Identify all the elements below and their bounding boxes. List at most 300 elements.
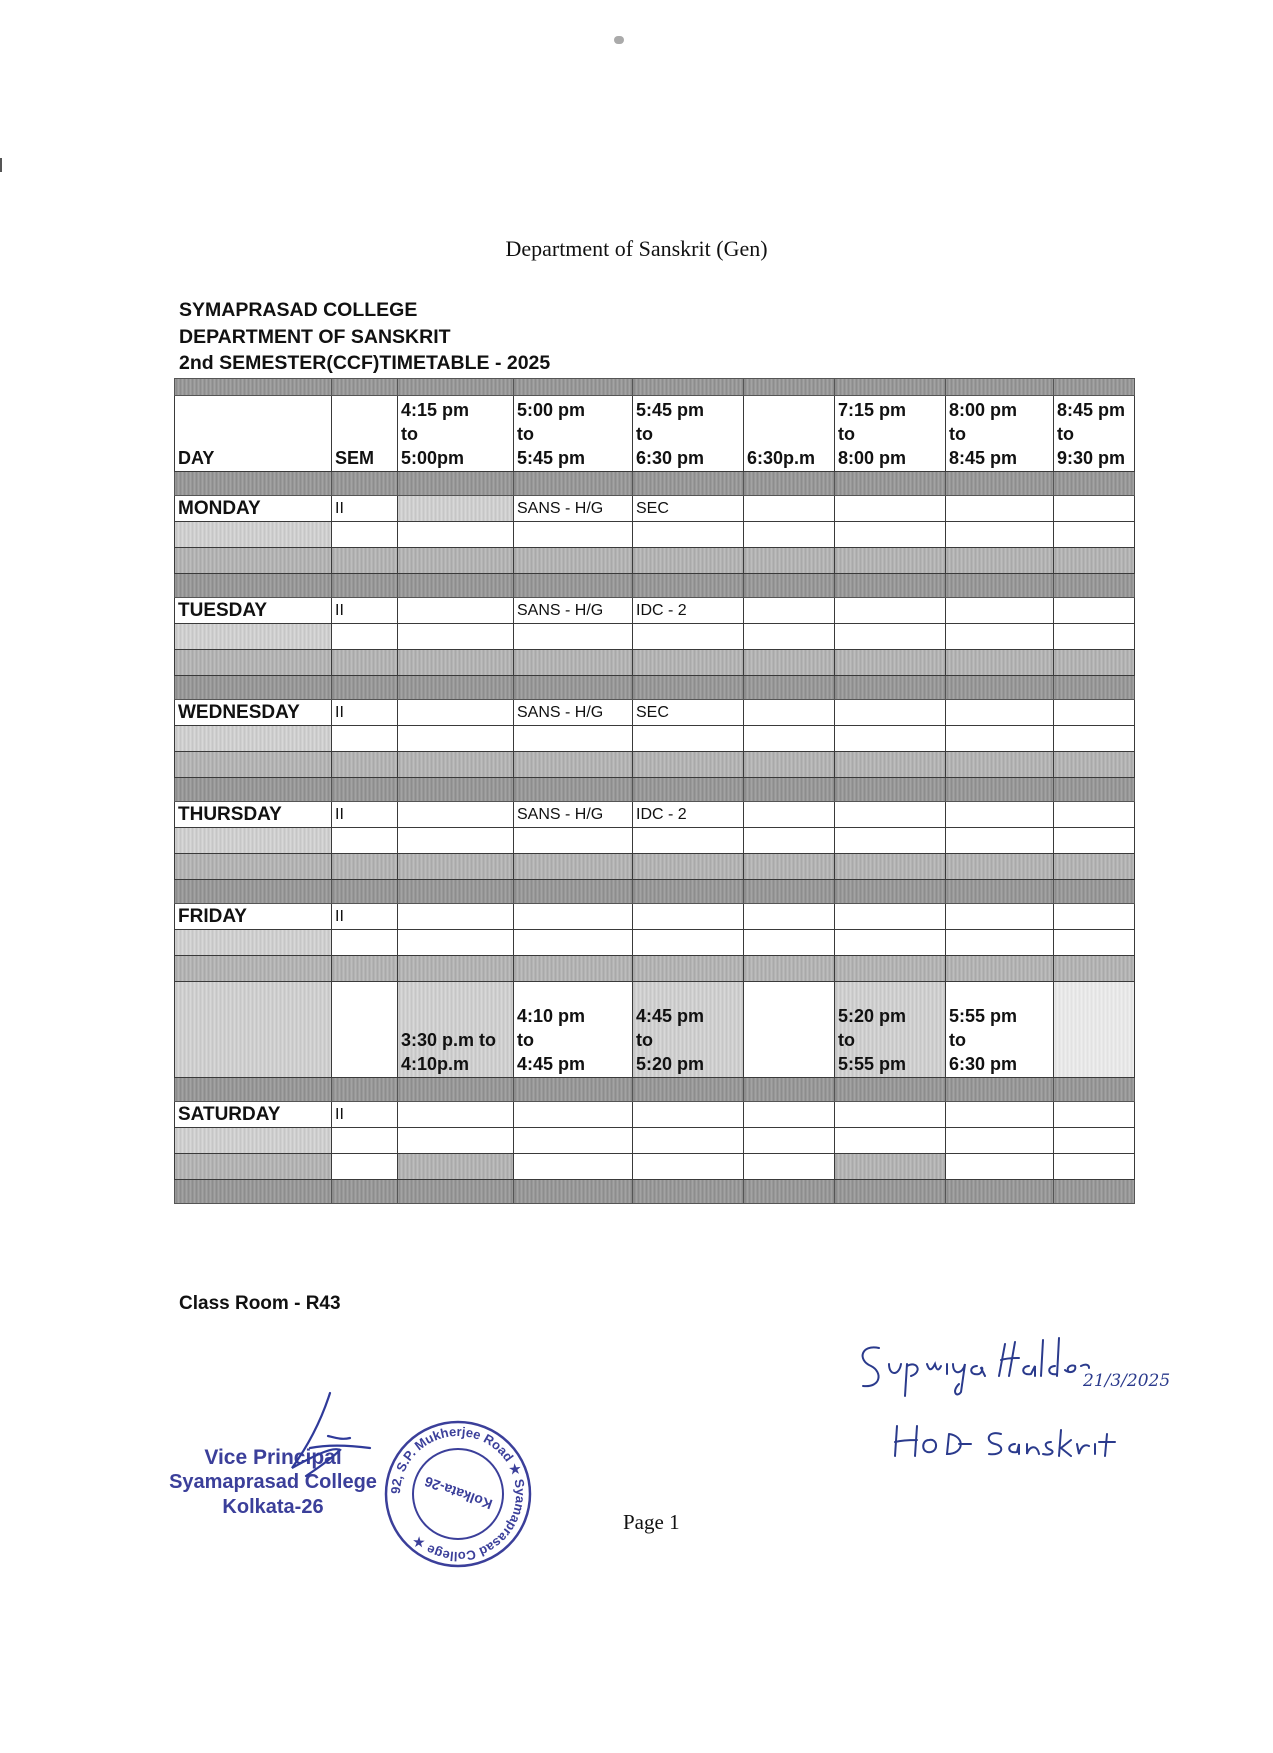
shaded-cell [332,956,398,982]
sem-cell: II [332,904,398,930]
slot-line: 5:55 pm [838,1054,907,1074]
shaded-cell [946,956,1054,982]
shaded-cell [744,752,835,778]
header-slot [744,396,835,472]
shaded-cell [1054,650,1135,676]
empty-cell [633,624,744,650]
slot-line: 8:45 pm [949,448,1018,468]
shaded-cell [744,956,835,982]
class-cell: SEC [633,700,744,726]
band-cell [835,778,946,802]
table-row [175,1154,1135,1180]
band-cell [1054,1078,1135,1102]
band-cell [175,1180,332,1204]
slot-line: 4:10p.m [401,1054,470,1074]
slot-line: 8:00 pm [838,448,907,468]
shaded-cell [332,548,398,574]
header-slot [398,396,514,472]
empty-cell [398,522,514,548]
class-cell [1054,802,1135,828]
band-cell [175,676,332,700]
empty-cell [1054,726,1135,752]
class-cell [744,802,835,828]
band-cell [946,379,1054,396]
band-cell [835,1180,946,1204]
band-cell [633,472,744,496]
table-row [175,904,1135,930]
slot-line: 8:45 pm [1057,400,1126,420]
shaded-cell [332,1154,398,1180]
slot-line: to [949,1030,966,1050]
timetable [174,378,1135,1204]
empty-cell [398,828,514,854]
band-cell [398,778,514,802]
class-cell: SANS - H/G [514,700,633,726]
empty-cell [633,1128,744,1154]
band-cell [514,778,633,802]
band-cell [946,880,1054,904]
band-cell [1054,574,1135,598]
table-row [175,726,1135,752]
slot-line: to [636,424,653,444]
table-row [175,802,1135,828]
band-cell [175,379,332,396]
empty-cell [332,522,398,548]
stamp-line-college: Syamaprasad College [169,1471,377,1493]
band-cell [398,676,514,700]
class-cell [744,496,835,522]
shaded-cell [175,752,332,778]
shaded-cell [633,1154,744,1180]
header-sem: SEM [332,396,398,472]
shaded-cell [946,1154,1054,1180]
scan-speck [614,36,624,44]
band-cell [332,1180,398,1204]
empty-cell [398,726,514,752]
empty-cell [514,1128,633,1154]
empty-cell [946,726,1054,752]
band-cell [744,778,835,802]
empty-cell [633,522,744,548]
empty-cell [633,828,744,854]
shaded-cell [514,1154,633,1180]
class-cell [744,904,835,930]
shaded-cell [1054,548,1135,574]
class-cell [398,802,514,828]
band-cell [744,472,835,496]
empty-cell [175,522,332,548]
day-cell: THURSDAY [175,802,332,828]
empty-cell [835,624,946,650]
table-row [175,496,1135,522]
empty-cell [1054,828,1135,854]
empty-cell [835,726,946,752]
class-cell [946,700,1054,726]
band-cell [744,379,835,396]
sem-cell: II [332,802,398,828]
band-cell [633,1078,744,1102]
band-cell [175,1078,332,1102]
separator-band [175,472,1135,496]
empty-cell [332,982,398,1078]
slot-line: 7:15 pm [838,400,907,420]
empty-cell [332,1128,398,1154]
empty-cell [332,828,398,854]
band-cell [175,472,332,496]
seal-inner-text: Kolkata-26 [422,1473,495,1513]
shaded-cell [398,650,514,676]
class-cell [398,1102,514,1128]
hod-signature [855,1330,1215,1470]
class-cell [633,904,744,930]
header-slot [946,396,1054,472]
band-cell [744,1180,835,1204]
shaded-cell [835,752,946,778]
class-cell [835,1102,946,1128]
class-cell [946,1102,1054,1128]
saturday-slot [633,982,744,1078]
class-cell [835,496,946,522]
band-cell [514,1078,633,1102]
empty-cell [175,982,332,1078]
band-cell [1054,1180,1135,1204]
shaded-cell [835,956,946,982]
table-row [175,854,1135,880]
vice-principal-signature [270,1388,380,1488]
shaded-cell [835,1154,946,1180]
shaded-cell [744,854,835,880]
slot-line: to [838,424,855,444]
band-cell [514,574,633,598]
empty-cell [514,522,633,548]
empty-cell [175,624,332,650]
day-cell: FRIDAY [175,904,332,930]
empty-cell [398,1128,514,1154]
band-cell [398,880,514,904]
empty-cell [175,828,332,854]
band-cell [633,574,744,598]
sem-cell: II [332,1102,398,1128]
class-cell [398,700,514,726]
band-cell [332,1078,398,1102]
empty-cell [835,522,946,548]
table-row [175,700,1135,726]
slot-line: to [838,1030,855,1050]
band-cell [398,1180,514,1204]
table-row [175,548,1135,574]
band-cell [514,379,633,396]
band-cell [946,676,1054,700]
class-cell [398,496,514,522]
day-cell: WEDNESDAY [175,700,332,726]
band-cell [398,574,514,598]
class-cell [1054,904,1135,930]
band-cell [175,574,332,598]
band-cell [332,676,398,700]
empty-cell [744,828,835,854]
shaded-cell [835,854,946,880]
table-row [175,1102,1135,1128]
sem-cell: II [332,598,398,624]
shaded-cell [835,548,946,574]
class-cell: SANS - H/G [514,496,633,522]
shaded-cell [514,854,633,880]
department-name: DEPARTMENT OF SANSKRIT [179,325,451,348]
band-cell [744,880,835,904]
slot-line: to [1057,424,1074,444]
empty-cell [946,624,1054,650]
separator-band [175,379,1135,396]
saturday-slot [398,982,514,1078]
slot-line: 4:10 pm [517,1006,586,1026]
shaded-cell [514,650,633,676]
shaded-cell [633,650,744,676]
slot-line: 5:20 pm [636,1054,705,1074]
class-cell [835,598,946,624]
band-cell [1054,880,1135,904]
band-cell [835,574,946,598]
slot-line: 3:30 p.m to [401,1030,497,1050]
empty-cell [175,930,332,956]
empty-cell [744,930,835,956]
empty-cell [946,828,1054,854]
table-row [175,956,1135,982]
band-cell [175,880,332,904]
table-row [175,1128,1135,1154]
college-seal [382,1418,534,1570]
shaded-cell [946,752,1054,778]
saturday-slot [1054,982,1135,1078]
slot-line: 4:15 pm [401,400,470,420]
shaded-cell [633,752,744,778]
band-cell [175,778,332,802]
shaded-cell [633,956,744,982]
empty-cell [398,930,514,956]
shaded-cell [835,650,946,676]
class-room: Class Room - R43 [179,1293,341,1314]
class-cell [744,700,835,726]
empty-cell [835,828,946,854]
slot-line: to [401,424,418,444]
stamp-line-city: Kolkata-26 [222,1496,324,1518]
shaded-cell [175,548,332,574]
shaded-cell [398,854,514,880]
class-cell: SANS - H/G [514,802,633,828]
header-slot [835,396,946,472]
header-slot [633,396,744,472]
shaded-cell [175,956,332,982]
shaded-cell [175,1154,332,1180]
stamp-line-title: Vice Principal [204,1446,342,1469]
empty-cell [835,930,946,956]
shaded-cell [1054,854,1135,880]
empty-cell [514,930,633,956]
slot-line: 8:00 pm [949,400,1018,420]
hod-sign-date: 21/3/2025 [1083,1371,1171,1391]
shaded-cell [175,854,332,880]
shaded-cell [946,854,1054,880]
band-cell [835,472,946,496]
saturday-slot [946,982,1054,1078]
empty-cell [633,726,744,752]
day-cell: SATURDAY [175,1102,332,1128]
empty-cell [175,1128,332,1154]
empty-cell [744,624,835,650]
separator-band [175,880,1135,904]
band-cell [946,1078,1054,1102]
band-cell [633,676,744,700]
band-cell [744,1078,835,1102]
band-cell [946,1180,1054,1204]
band-cell [835,1078,946,1102]
table-row [175,752,1135,778]
table-row [175,624,1135,650]
class-cell [1054,700,1135,726]
band-cell [1054,676,1135,700]
band-cell [633,880,744,904]
shaded-cell [946,548,1054,574]
empty-cell [1054,522,1135,548]
band-cell [946,472,1054,496]
separator-band [175,1180,1135,1204]
empty-cell [1054,624,1135,650]
band-cell [835,880,946,904]
shaded-cell [744,1154,835,1180]
band-cell [946,778,1054,802]
class-cell: SANS - H/G [514,598,633,624]
empty-cell [514,624,633,650]
slot-line: to [636,1030,653,1050]
shaded-cell [398,956,514,982]
class-cell [398,598,514,624]
separator-band [175,778,1135,802]
empty-cell [744,726,835,752]
empty-cell [332,726,398,752]
header-slot [514,396,633,472]
band-cell [514,1180,633,1204]
table-row [175,930,1135,956]
class-cell [946,496,1054,522]
empty-cell [946,930,1054,956]
shaded-cell [332,854,398,880]
slot-line: 5:45 pm [517,448,586,468]
empty-cell [633,930,744,956]
shaded-cell [332,650,398,676]
empty-cell [332,930,398,956]
college-name: SYMAPRASAD COLLEGE [179,299,418,321]
shaded-cell [398,548,514,574]
class-cell [835,700,946,726]
scan-mark [0,158,2,172]
band-cell [633,379,744,396]
saturday-slot [514,982,633,1078]
empty-cell [175,726,332,752]
empty-cell [1054,1128,1135,1154]
class-cell [946,802,1054,828]
band-cell [633,778,744,802]
empty-cell [946,1128,1054,1154]
shaded-cell [514,548,633,574]
slot-line: to [949,424,966,444]
band-cell [1054,472,1135,496]
shaded-cell [175,650,332,676]
class-cell: IDC - 2 [633,598,744,624]
seal-outer-text: 92, S.P. Mukherjee Road ★ Syamaprasad College ★ [387,1423,529,1565]
header-slot [1054,396,1135,472]
class-cell [514,1102,633,1128]
shaded-cell [514,956,633,982]
slot-line: 5:45 pm [636,400,705,420]
empty-cell [1054,930,1135,956]
band-cell [398,472,514,496]
band-cell [1054,379,1135,396]
separator-band [175,1078,1135,1102]
empty-cell [332,624,398,650]
band-cell [332,472,398,496]
saturday-slot [835,982,946,1078]
empty-cell [946,522,1054,548]
day-cell: TUESDAY [175,598,332,624]
slot-line: 9:30 pm [1057,448,1126,468]
shaded-cell [633,548,744,574]
band-cell [398,379,514,396]
shaded-cell [332,752,398,778]
class-cell: SEC [633,496,744,522]
band-cell [835,379,946,396]
slot-line: 6:30 pm [636,448,705,468]
class-cell [946,598,1054,624]
timetable-heading [179,297,550,377]
class-cell [835,802,946,828]
slot-line: 6:30 pm [949,1054,1018,1074]
class-cell [1054,1102,1135,1128]
shaded-cell [398,1154,514,1180]
shaded-cell [1054,752,1135,778]
shaded-cell [1054,956,1135,982]
slot-line: 6:30p.m [747,448,816,468]
band-cell [514,880,633,904]
shaded-cell [398,752,514,778]
class-cell: IDC - 2 [633,802,744,828]
band-cell [332,880,398,904]
slot-line: 5:55 pm [949,1006,1018,1026]
timetable-title: 2nd SEMESTER(CCF)TIMETABLE - 2025 [179,352,551,374]
saturday-time-row [175,982,1135,1078]
separator-band [175,574,1135,598]
class-cell [1054,496,1135,522]
slot-line: to [517,424,534,444]
table-row [175,522,1135,548]
table-row [175,650,1135,676]
day-cell: MONDAY [175,496,332,522]
shaded-cell [1054,1154,1135,1180]
shaded-cell [744,548,835,574]
slot-line: to [517,1030,534,1050]
slot-line: 5:00 pm [517,400,586,420]
band-cell [332,574,398,598]
class-cell [946,904,1054,930]
page-title: Department of Sanskrit (Gen) [505,236,768,261]
class-cell [514,904,633,930]
class-cell [1054,598,1135,624]
slot-line: 5:00pm [401,448,465,468]
empty-cell [514,726,633,752]
band-cell [514,676,633,700]
empty-cell [398,624,514,650]
class-cell [744,598,835,624]
empty-cell [744,522,835,548]
separator-band [175,676,1135,700]
